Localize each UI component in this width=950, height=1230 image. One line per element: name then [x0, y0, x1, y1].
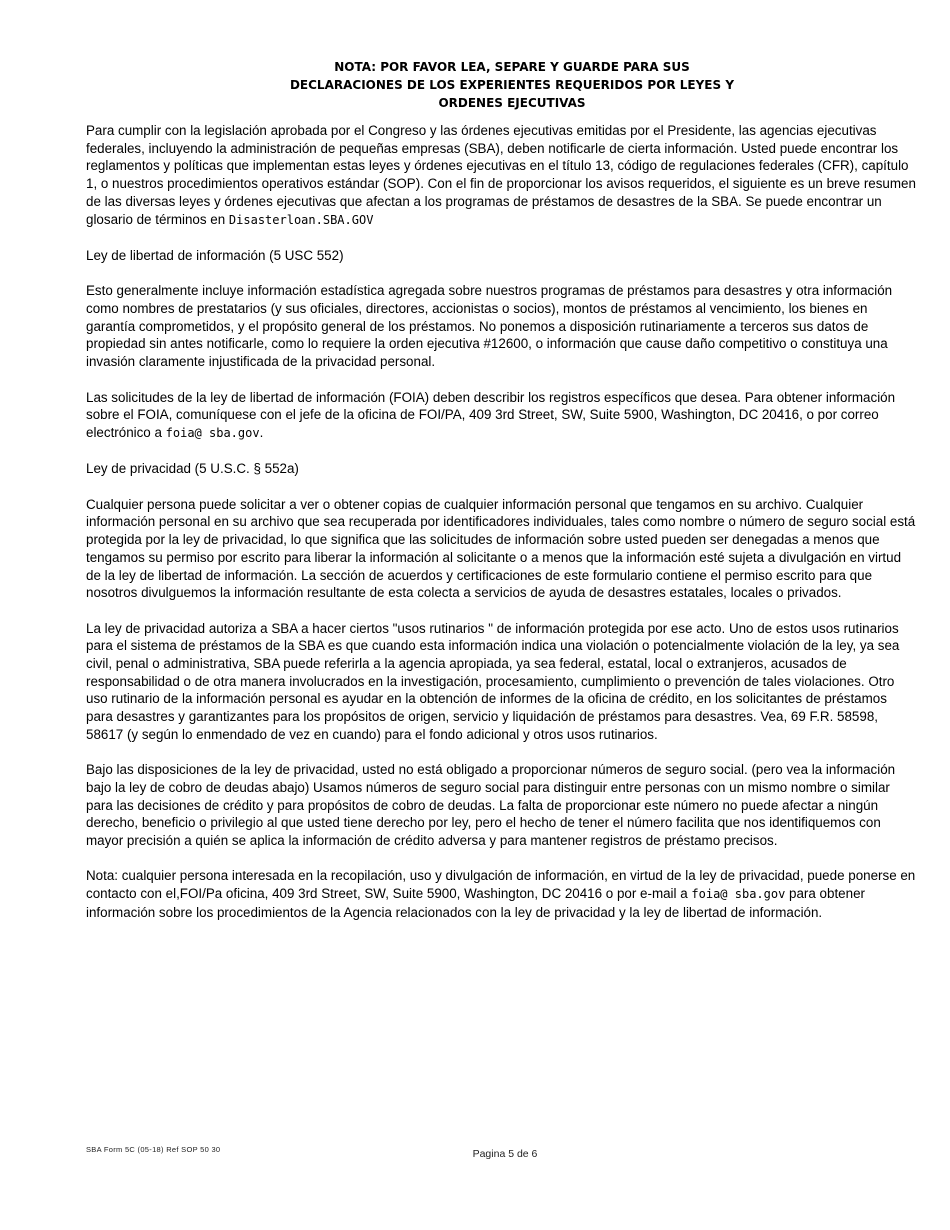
title-line-2: DECLARACIONES DE LOS EXPERIENTES REQUERIDOS POR LEYES Y	[289, 78, 735, 92]
title-line-1: NOTA: POR FAVOR LEA, SEPARE Y GUARDE PARA SUS	[334, 60, 690, 74]
intro-paragraph	[86, 122, 916, 229]
title-line-3: ORDENES EJECUTIVAS	[438, 96, 586, 110]
document-body	[86, 122, 916, 939]
note-paragraph	[86, 867, 916, 921]
privacy-heading: Ley de privacidad (5 U.S.C. § 552a)	[86, 461, 299, 477]
form-reference: SBA Form 5C (05-18) Ref SOP 50 30	[86, 1145, 221, 1154]
privacy-paragraph-2: La ley de privacidad autoriza a SBA a hacer ciertos "usos rutinarios " de información protegida por ese acto. Uno de estos usos rutinarios para el sistema de préstamos de la SBA es que cuando esta información indica una violación o potencialmente violación de la ley, ya sea civil, penal o administrativa, SBA puede referirla a la agencia apropiada, ya sea federal, estatal, local o extranjeros, acusados de responsabilidad o de otra manera involucrados en la investigación, procesamiento, cumplimiento o prevención de tales violaciones. Otro uso rutinario de la información personal es ayudar en la obtención de informes de la oficina de crédito, en los solicitantes de préstamos para desastres y garantizantes para los propósitos de origen, servicio y liquidación de préstamos para desastres. Vea, 69 F.R. 58598, 58617 (y según lo enmendado de vez en cuando) para el fondo adicional y otros usos rutinarios.	[86, 620, 900, 742]
foia-email-link[interactable]: foia@ sba.gov	[165, 425, 260, 440]
privacy-paragraph-1: Cualquier persona puede solicitar a ver o obtener copias de cualquier información personal que tengamos en su archivo. Cualquier información personal en su archivo que sea recuperada por identificadores individuales, tales como nombre o número de seguro social está protegida por la ley de privacidad, lo que significa que las solicitudes de información sobre usted pueden ser denegadas a menos que tengamos su permiso por escrito para liberar la información al solicitante o a menos que la información esté sujeta a divulgación en virtud de la ley de libertad de información. La sección de acuerdos y certificaciones de este formulario contiene el permiso escrito para que nosotros divulguemos la información resultante de esta colecta a servicios de ayuda de desastres estatales, locales o privados.	[86, 496, 916, 601]
privacy-paragraph-3: Bajo las disposiciones de la ley de privacidad, usted no está obligado a proporcionar números de seguro social. (pero vea la información bajo la ley de cobro de deudas abajo) Usamos números de seguro social para distinguir entre personas con un mismo nombre o similar para las decisiones de crédito y para propósitos de cobro de deudas. La falta de proporcionar este número no puede afectar a ningún derecho, beneficio o privilegio al que usted tiene derecho por ley, pero el hecho de tener el número facilita que nos identifiquemos con mayor precisión a quién se aplica la información de crédito adversa y para mantener registros de préstamo precisos.	[86, 762, 896, 849]
foia-paragraph-1: Esto generalmente incluye información estadística agregada sobre nuestros programas de préstamos para desastres y otra información como nombres de prestatarios (y sus oficiales, directores, accionistas o socios), montos de préstamos al vencimiento, los bienes en garantía comprometidos, y el propósito general de los préstamos. No ponemos a disposición rutinariamente a terceros sus datos de propiedad sin antes notificarle, como lo requiere la orden ejecutiva #12600, o información que cause daño competitivo o constituya una invasión claramente injustificada de la privacidad personal.	[86, 283, 893, 370]
foia-p2-end: .	[259, 424, 264, 440]
foia-p2-text: Las solicitudes de la ley de libertad de información (FOIA) deben describir los registros específicos que desea. Para obtener información sobre el FOIA, comuníquese con el jefe de la oficina de FOI/PA, 409 3rd Street, SW, Suite 5900, Washington, DC 20416, o por correo electrónico a	[86, 389, 896, 440]
document-title	[0, 58, 950, 112]
intro-text: Para cumplir con la legislación aprobada por el Congreso y las órdenes ejecutivas emitidas por el Presidente, las agencias ejecutivas federales, incluyendo la administración de pequeñas empresas (SBA), deben notificarle de cierta información. Usted puede encontrar los reglamentos y políticas que implementan estas leyes y órdenes ejecutivas en el título 13, código de regulaciones federales (CFR), capítulo 1, o nuestros procedimientos operativos estándar (SOP). Con el fin de proporcionar los avisos requeridos, el siguiente es un breve resumen de las diversas leyes y órdenes ejecutivas que afectan a los programas de préstamos de desastres de la SBA. Se puede encontrar un glosario de términos en	[86, 123, 916, 227]
note-end: para obtener información sobre los procedimientos de la Agencia relacionados con la ley de privacidad y la ley de libertad de información.	[86, 886, 865, 920]
disasterloan-link[interactable]: Disasterloan.SBA.GOV	[228, 212, 374, 227]
note-text: Nota: cualquier persona interesada en la recopilación, uso y divulgación de información, en virtud de la ley de privacidad, puede ponerse en contacto con el,FOI/Pa oficina, 409 3rd Street, SW, Suite 5900, Washington, DC 20416 o por e-mail a	[86, 868, 916, 902]
foia-heading: Ley de libertad de información (5 USC 552)	[86, 247, 344, 263]
foia-paragraph-2	[86, 389, 916, 443]
page-number: Pagina 5 de 6	[472, 1148, 538, 1160]
note-email-link[interactable]: foia@ sba.gov	[691, 887, 786, 902]
